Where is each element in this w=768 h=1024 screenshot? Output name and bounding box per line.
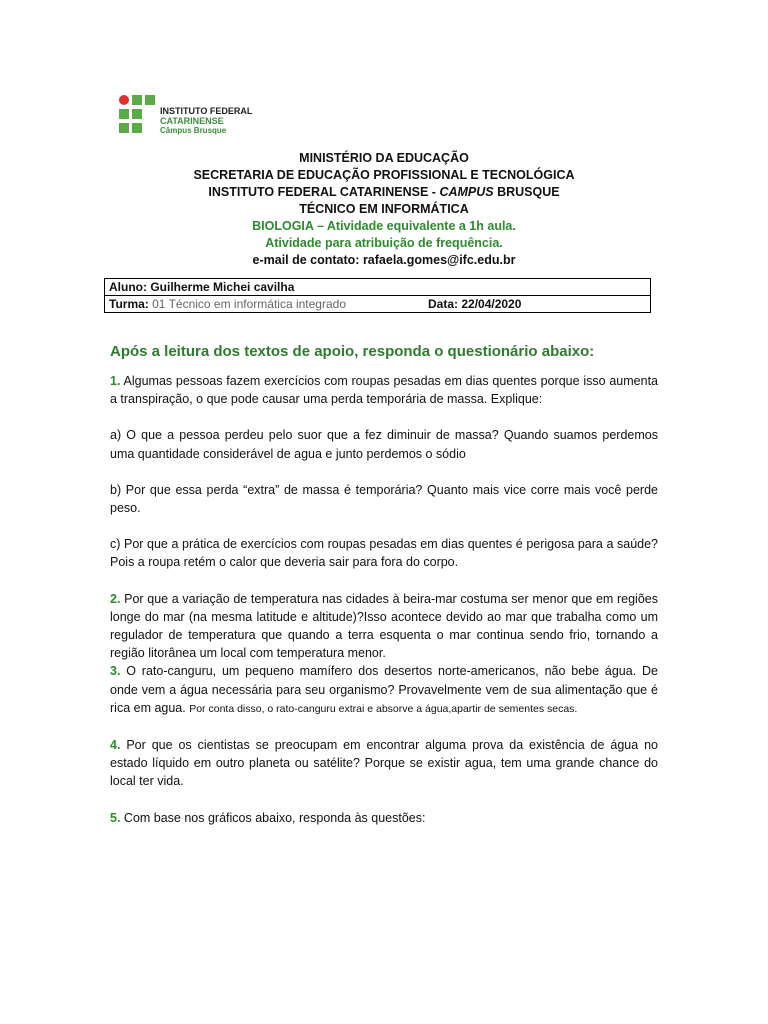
turma-cell: Turma: 01 Técnico em informática integrado Data: 22/04/2020 — [105, 296, 651, 313]
document-header — [100, 150, 668, 269]
student-info-table — [104, 278, 651, 313]
institute-line: INSTITUTO FEDERAL CATARINENSE - CAMPUS BRUSQUE — [208, 185, 560, 199]
question-2: 2. Por que a variação de temperatura nas cidades à beira-mar costuma ser menor que em regiões longe do mar (na mesma latitude e altitude)?Isso acontece devido ao mar que trabalha como um regulador de temperatura que quando a terra esquenta o mar continua sendo frio, tornando a região litorânea um local com temperatura menor. — [110, 591, 658, 661]
question-1c: c) Por que a prática de exercícios com roupas pesadas em dias quentes é perigosa para a saúde? Pois a roupa retém o calor que deveria sair para fora do corpo. — [110, 537, 658, 570]
subject-line: BIOLOGIA – Atividade equivalente a 1h aula. — [252, 219, 516, 233]
questionnaire-body — [110, 372, 658, 827]
turma-value: 01 Técnico em informática integrado — [148, 297, 346, 311]
date-value: 22/04/2020 — [458, 297, 522, 311]
logo-text — [160, 106, 252, 136]
aluno-row — [105, 279, 651, 296]
logo-line-3: Câmpus Brusque — [160, 126, 227, 135]
question-5: 5. Com base nos gráficos abaixo, responda às questões: — [110, 810, 426, 825]
questionnaire-title: Após a leitura dos textos de apoio, responda o questionário abaixo: — [110, 343, 595, 360]
question-3: 3. O rato-canguru, um pequeno mamífero dos desertos norte-americanos, não bebe água. De onde vem a água necessária para seu organismo? Provavelmente vem de sua alimentação que é rica em agua. Por conta disso, o rato-canguru extrai e absorve a água,apartir de sementes secas. — [110, 664, 658, 715]
ministry-line: MINISTÉRIO DA EDUCAÇÃO — [299, 151, 469, 165]
logo-line-2: CATARINENSE — [160, 116, 224, 126]
question-1b: b) Por que essa perda “extra” de massa é temporária? Quanto mais vice corre mais você perde peso. — [110, 482, 658, 516]
turma-row — [105, 296, 651, 313]
logo-line-1: INSTITUTO FEDERAL — [160, 106, 253, 116]
aluno-cell: Aluno: Guilherme Michei cavilha — [105, 279, 651, 296]
course-line: TÉCNICO EM INFORMÁTICA — [299, 202, 469, 216]
purpose-line: Atividade para atribuição de frequência. — [265, 236, 503, 250]
aluno-value: Guilherme Michei cavilha — [147, 280, 295, 294]
email-line: e-mail de contato: rafaela.gomes@ifc.edu.br — [252, 253, 516, 267]
ifc-logo-icon — [118, 94, 158, 136]
secretariat-line: SECRETARIA DE EDUCAÇÃO PROFISSIONAL E TECNOLÓGICA — [193, 168, 575, 182]
question-1: 1. Algumas pessoas fazem exercícios com roupas pesadas em dias quentes porque isso aumenta a transpiração, o que pode causar uma perda temporária de massa. Explique: — [110, 374, 658, 407]
question-1a: a) O que a pessoa perdeu pelo suor que a fez diminuir de massa? Quando suamos perdemos uma quantidade considerável de agua e junto perdemos o sódio — [110, 428, 658, 461]
date-field: Data: 22/04/2020 — [428, 297, 522, 311]
question-4: 4. Por que os cientistas se preocupam em encontrar alguma prova da existência de água no estado líquido em outro planeta ou satélite? Porque se existir agua, tem uma grande chance do local ter vida. — [110, 738, 658, 789]
institution-logo — [110, 88, 260, 143]
